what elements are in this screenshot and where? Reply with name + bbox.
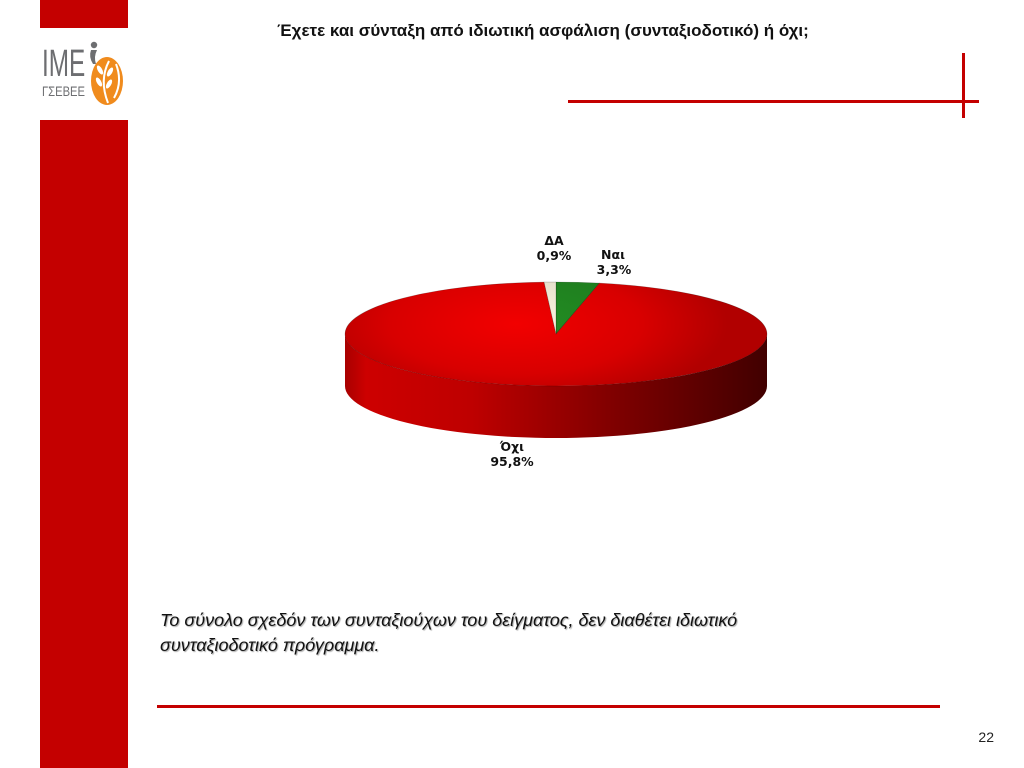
slice-label-nai: Ναι [601,247,625,262]
wheat-emblem-icon [86,40,124,106]
slice-label-da: ΔΑ [544,233,564,248]
page-number: 22 [978,729,994,745]
logo-wordmark: IME [42,43,86,85]
logo-subtitle: ΓΣΕΒΕΕ [42,83,85,99]
slice-value-ochi: 95,8% [490,454,534,469]
title-rule-vertical [962,53,965,118]
ime-gsevee-logo [40,28,128,120]
pie-top-faces [345,282,767,386]
footer-rule [157,705,940,708]
slice-value-nai: 3,3% [596,262,632,277]
pie-chart [330,225,790,475]
slice-label-ochi: Όχι [499,439,525,454]
slide-title: Έχετε και σύνταξη από ιδιωτική ασφάλιση (συνταξιοδοτικό) ή όχι; [277,21,809,40]
emblem-figure-body [90,50,97,64]
slice-value-da: 0,9% [536,248,572,263]
side-bar-top [40,0,128,28]
title-rule-horizontal [568,100,979,103]
side-bar-bottom [40,120,128,768]
emblem-figure-head [91,42,97,48]
summary-note: Το σύνολο σχεδόν των συνταξιούχων του δείγματος, δεν διαθέτει ιδιωτικό συνταξιοδοτικό πρόγραμμα. [160,610,738,655]
